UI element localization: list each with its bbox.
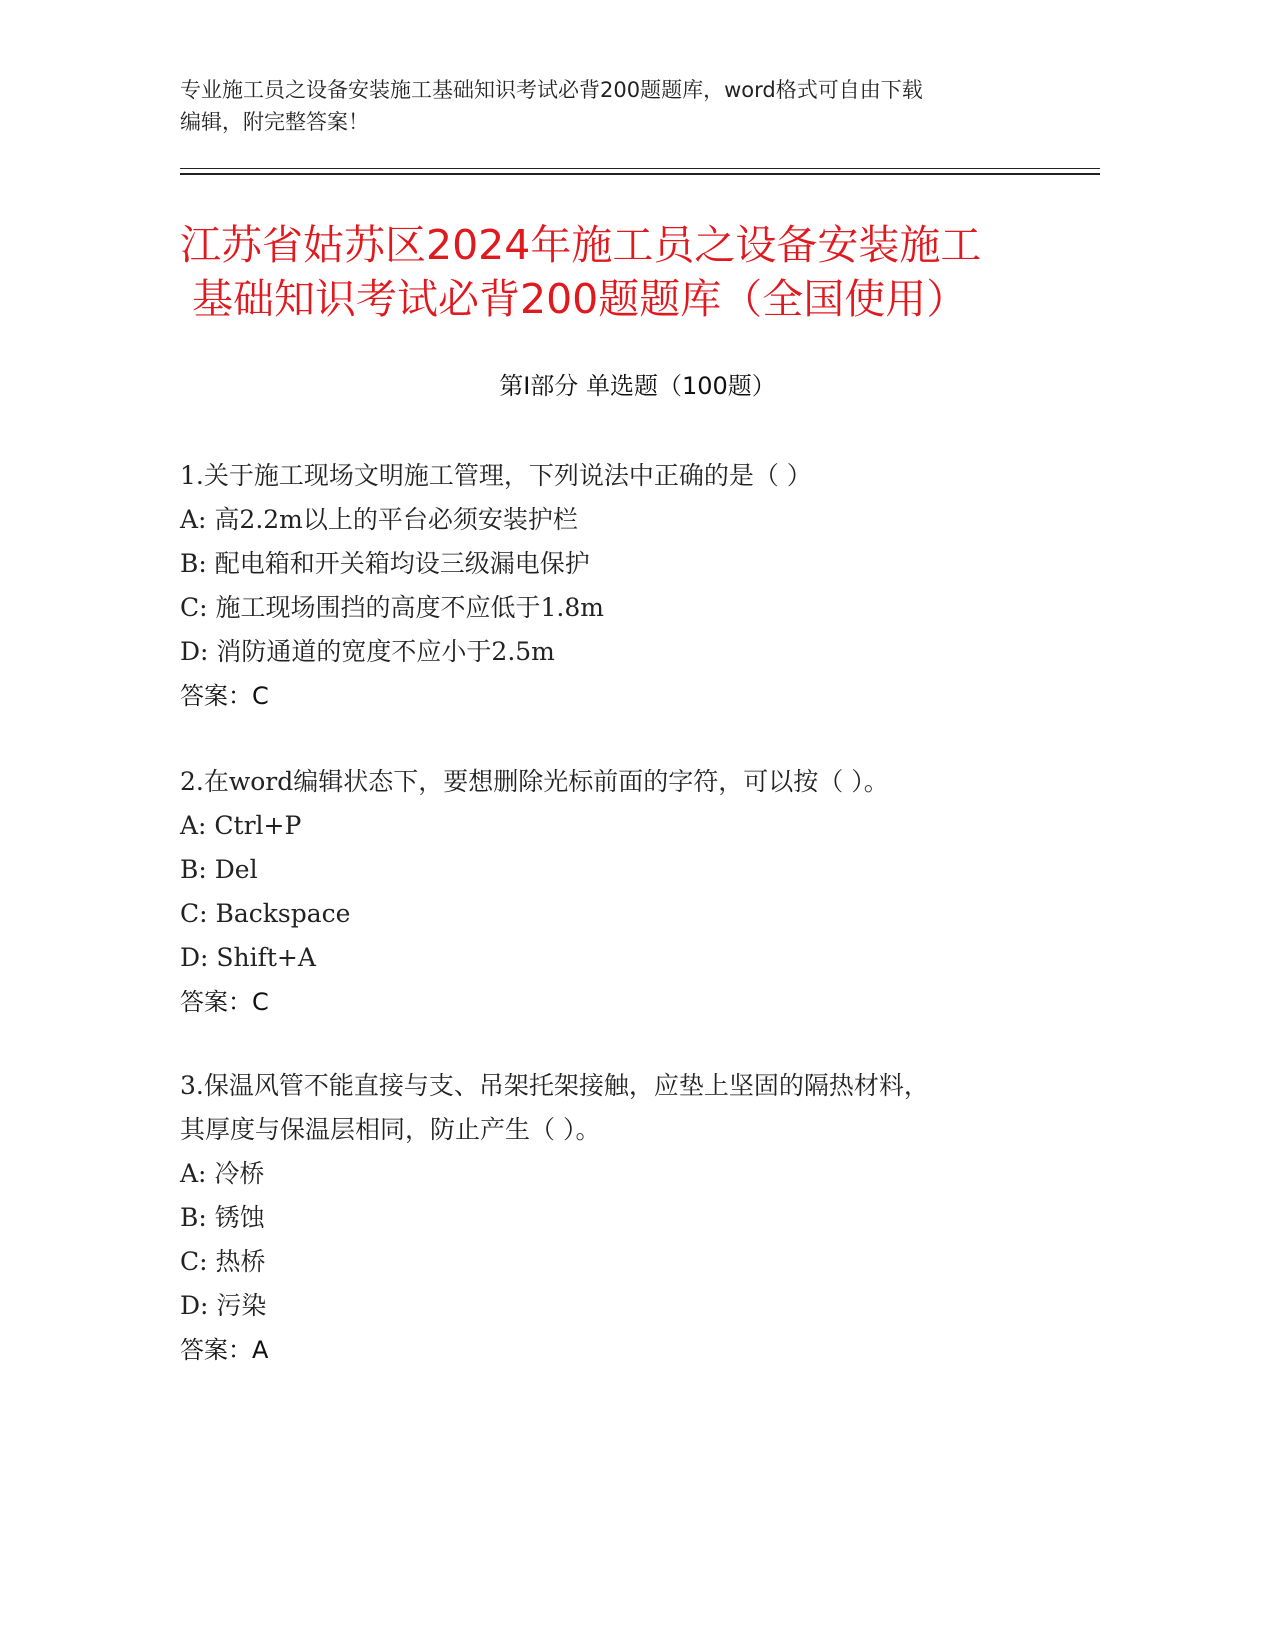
answer-label: 答案：A (180, 1336, 269, 1364)
header-note-line-2: 编辑，附完整答案！ (180, 110, 369, 134)
option-b: B: 锈蚀 (180, 1203, 265, 1232)
question-3 (180, 1064, 1060, 1372)
question-1 (180, 454, 1060, 718)
option-a: A: Ctrl+P (180, 811, 302, 840)
option-c: C: Backspace (180, 899, 351, 928)
option-d: D: 消防通道的宽度不应小于2.5m (180, 637, 555, 666)
answer-label: 答案：C (180, 682, 269, 710)
header-divider-thick (180, 173, 1100, 175)
option-c: C: 热桥 (180, 1247, 266, 1276)
question-2 (180, 760, 1060, 1024)
question-stem-line-2: 其厚度与保温层相同，防止产生（ ）。 (180, 1115, 601, 1144)
question-stem-line-1: 3.保温风管不能直接与支、吊架托架接触，应垫上坚固的隔热材料， (180, 1071, 929, 1100)
document-title (180, 218, 1060, 326)
option-b: B: Del (180, 855, 258, 884)
header-note (180, 74, 1040, 138)
header-divider-thin (180, 168, 1100, 169)
document-title-line-2: 基础知识考试必背200题题库（全国使用） (192, 275, 968, 323)
option-a: A: 冷桥 (180, 1159, 265, 1188)
section-heading: 第Ⅰ部分 单选题（100题） (499, 372, 776, 400)
document-title-line-1: 江苏省姑苏区2024年施工员之设备安装施工 (180, 221, 982, 269)
option-c: C: 施工现场围挡的高度不应低于1.8m (180, 593, 604, 622)
option-d: D: 污染 (180, 1291, 267, 1320)
question-stem: 1.关于施工现场文明施工管理，下列说法中正确的是（ ） (180, 461, 812, 490)
question-stem: 2.在word编辑状态下，要想删除光标前面的字符，可以按（ ）。 (180, 767, 889, 796)
answer-label: 答案：C (180, 988, 269, 1016)
option-b: B: 配电箱和开关箱均设三级漏电保护 (180, 549, 590, 578)
header-note-line-1: 专业施工员之设备安装施工基础知识考试必背200题题库，word格式可自由下载 (180, 78, 923, 102)
option-d: D: Shift+A (180, 943, 316, 972)
option-a: A: 高2.2m以上的平台必须安装护栏 (180, 505, 578, 534)
